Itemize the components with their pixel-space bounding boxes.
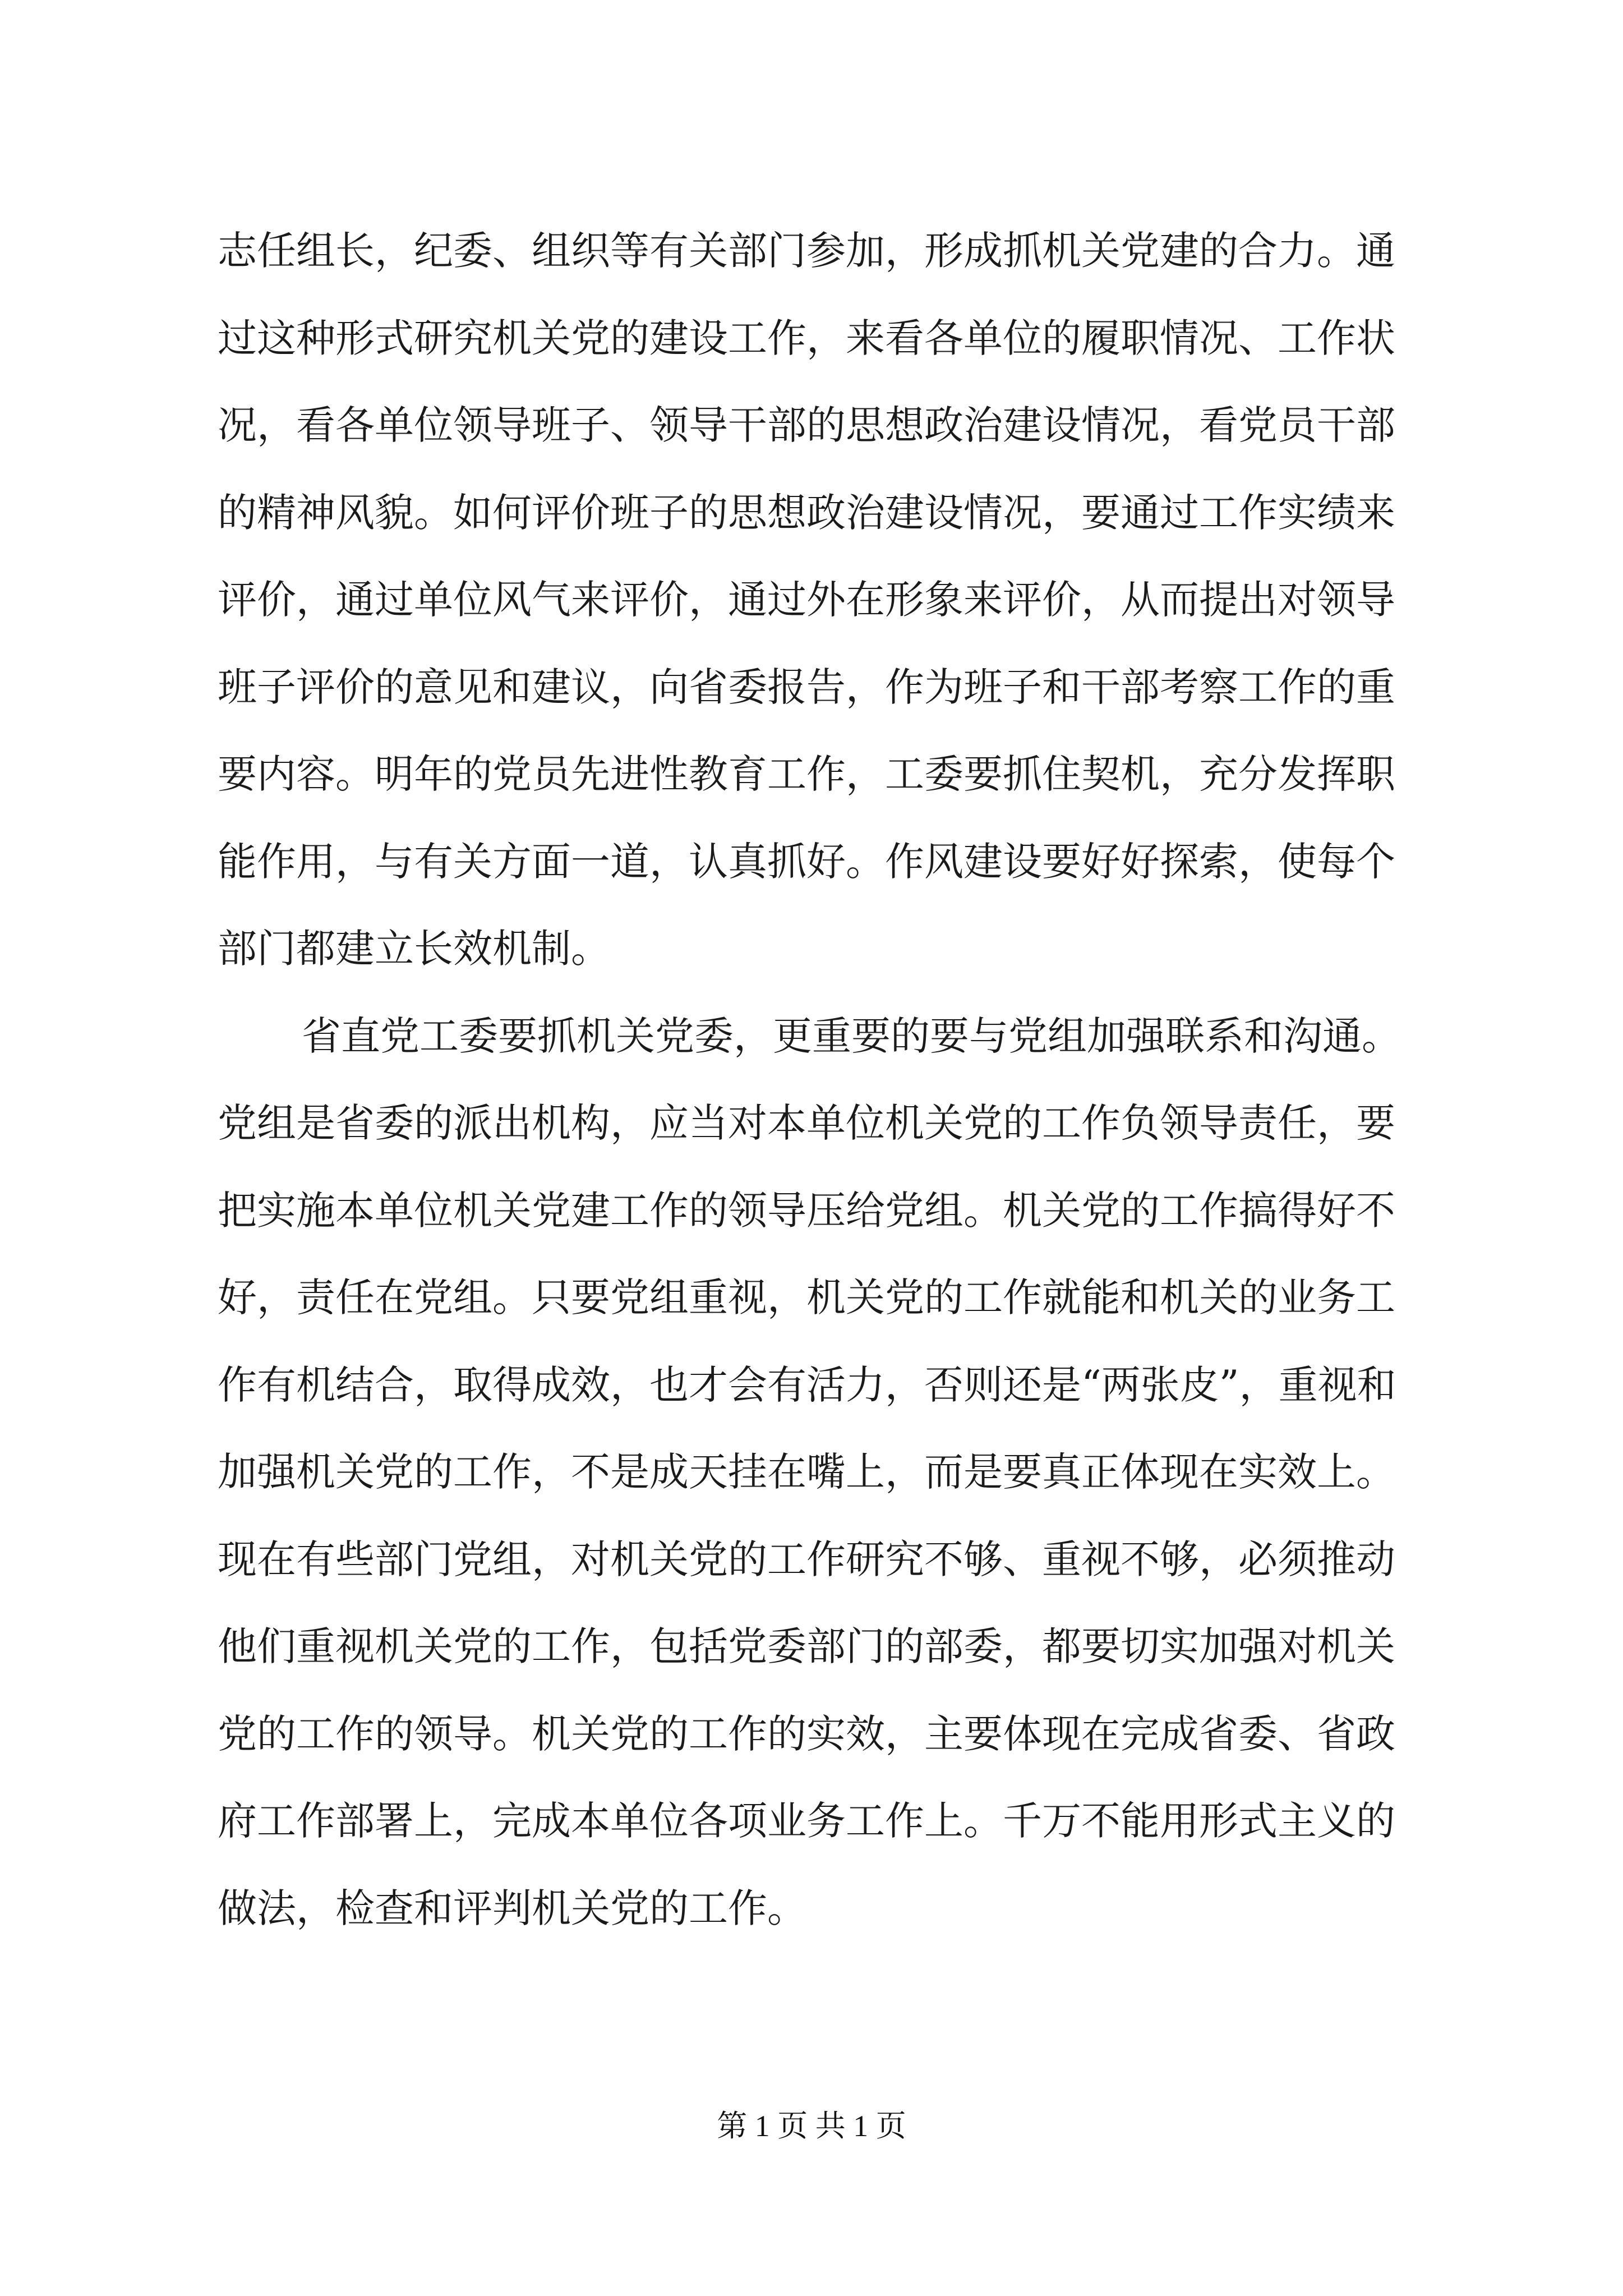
page-footer: 第 1 页 共 1 页 [717,2109,906,2143]
body-paragraph: 省直党工委要抓机关党委，更重要的要与党组加强联系和沟通。党组是省委的派出机构，应当对本单位机关党的工作负领导责任，要把实施本单位机关党建工作的领导压给党组。机关党的工作搞得好不好，责任在党组。只要党组重视，机关党的工作就能和机关的业务工作有机结合，取得成效，也才会有活力，否则还是“两张皮”，重视和加强机关党的工作，不是成天挂在嘴上，而是要真正体现在实效上。现在有些部门党组，对机关党的工作研究不够、重视不够，必须推动他们重视机关党的工作，包括党委部门的部委，都要切实加强对机关党的工作的领导。机关党的工作的实效，主要体现在完成省委、省政府工作部署上，完成本单位各项业务工作上。千万不能用形式主义的做法，检查和评判机关党的工作。 [218,1013,1401,1931]
document-body [218,208,1423,1952]
body-paragraph-continued: 志任组长，纪委、组织等有关部门参加，形成抓机关党建的合力。通过这种形式研究机关党的建设工作，来看各单位的履职情况、工作状况，看各单位领导班子、领导干部的思想政治建设情况，看党员干部的精神风貌。如何评价班子的思想政治建设情况，要通过工作实绩来评价，通过单位风气来评价，通过外在形象来评价，从而提出对领导班子评价的意见和建议，向省委报告，作为班子和干部考察工作的重要内容。明年的党员先进性教育工作，工委要抓住契机，充分发挥职能作用，与有关方面一道，认真抓好。作风建设要好好探索，使每个部门都建立长效机制。 [218,228,1395,972]
